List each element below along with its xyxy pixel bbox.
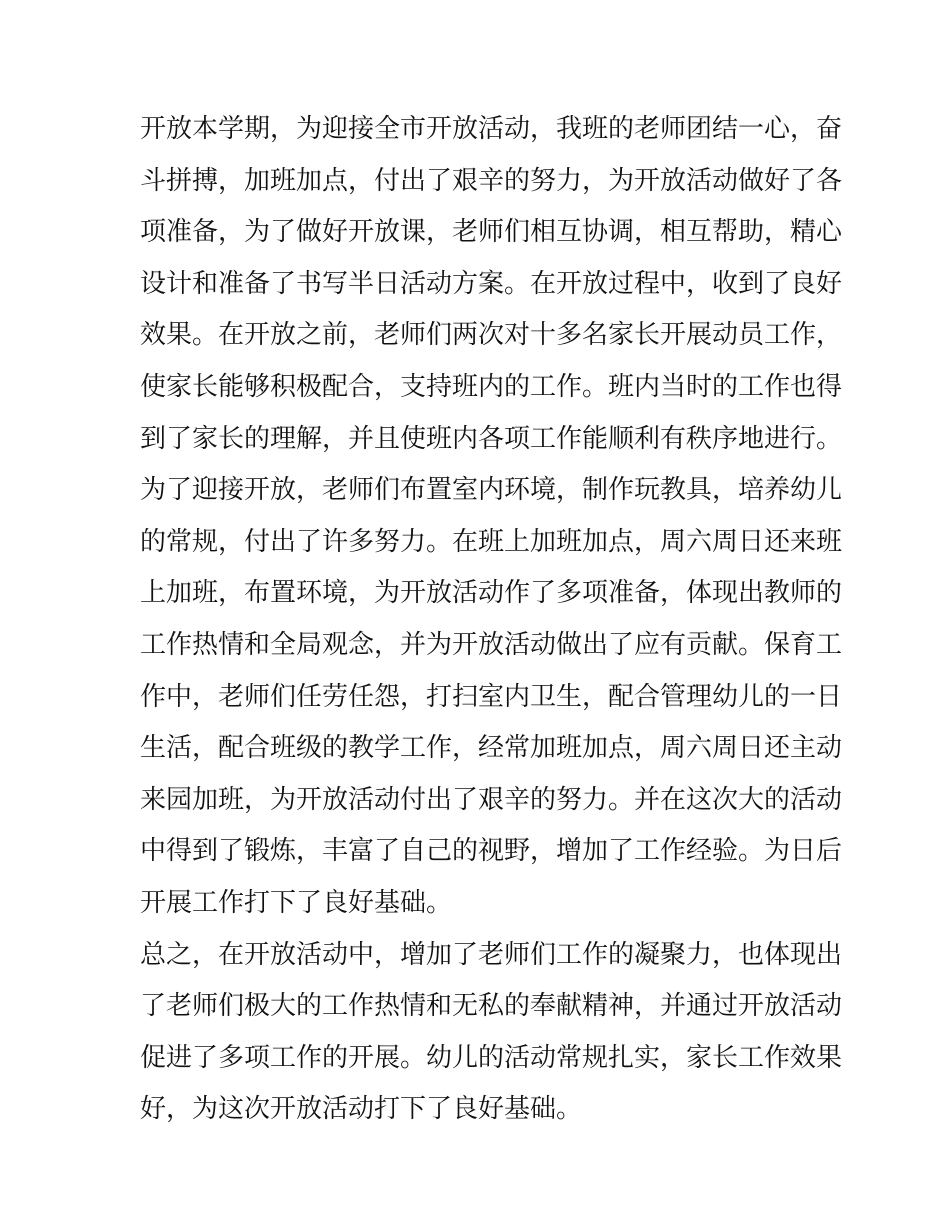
text-line-11: 工作热情和全局观念，并为开放活动做出了应有贡献。保育工: [140, 629, 843, 660]
document-body: [140, 104, 843, 1136]
text-line-2: 斗拼搏，加班加点，付出了艰辛的努力，为开放活动做好了各: [140, 165, 843, 196]
text-line-13: 生活，配合班级的教学工作，经常加班加点，周六周日还主动: [140, 733, 843, 764]
text-line-3: 项准备，为了做好开放课，老师们相互协调，相互帮助，精心: [140, 217, 843, 248]
text-line-8: 为了迎接开放，老师们布置室内环境，制作玩教具，培养幼儿: [140, 475, 843, 506]
text-line-14: 来园加班，为开放活动付出了艰辛的努力。并在这次大的活动: [140, 784, 843, 815]
text-line-12: 作中，老师们任劳任怨，打扫室内卫生，配合管理幼儿的一日: [140, 681, 843, 712]
text-line-9: 的常规，付出了许多努力。在班上加班加点，周六周日还来班: [140, 526, 843, 557]
text-line-17: 总之，在开放活动中，增加了老师们工作的凝聚力，也体现出: [140, 939, 843, 970]
text-line-1: 开放本学期，为迎接全市开放活动，我班的老师团结一心，奋: [140, 114, 843, 144]
text-line-16: 开展工作打下了良好基础。: [140, 887, 453, 918]
text-line-5: 效果。在开放之前，老师们两次对十多名家长开展动员工作，: [140, 320, 843, 351]
text-line-10: 上加班，布置环境，为开放活动作了多项准备，体现出教师的: [140, 578, 843, 609]
text-line-15: 中得到了锻炼，丰富了自己的视野，增加了工作经验。为日后: [140, 836, 843, 867]
text-line-6: 使家长能够积极配合，支持班内的工作。班内当时的工作也得: [140, 371, 843, 402]
text-line-7: 到了家长的理解，并且使班内各项工作能顺利有秩序地进行。: [140, 423, 843, 454]
text-line-4: 设计和准备了书写半日活动方案。在开放过程中，收到了良好: [140, 268, 843, 299]
text-line-18: 了老师们极大的工作热情和无私的奉献精神，并通过开放活动: [140, 991, 843, 1022]
text-line-19: 促进了多项工作的开展。幼儿的活动常规扎实，家长工作效果: [140, 1042, 843, 1073]
text-line-20: 好，为这次开放活动打下了良好基础。: [140, 1094, 583, 1125]
